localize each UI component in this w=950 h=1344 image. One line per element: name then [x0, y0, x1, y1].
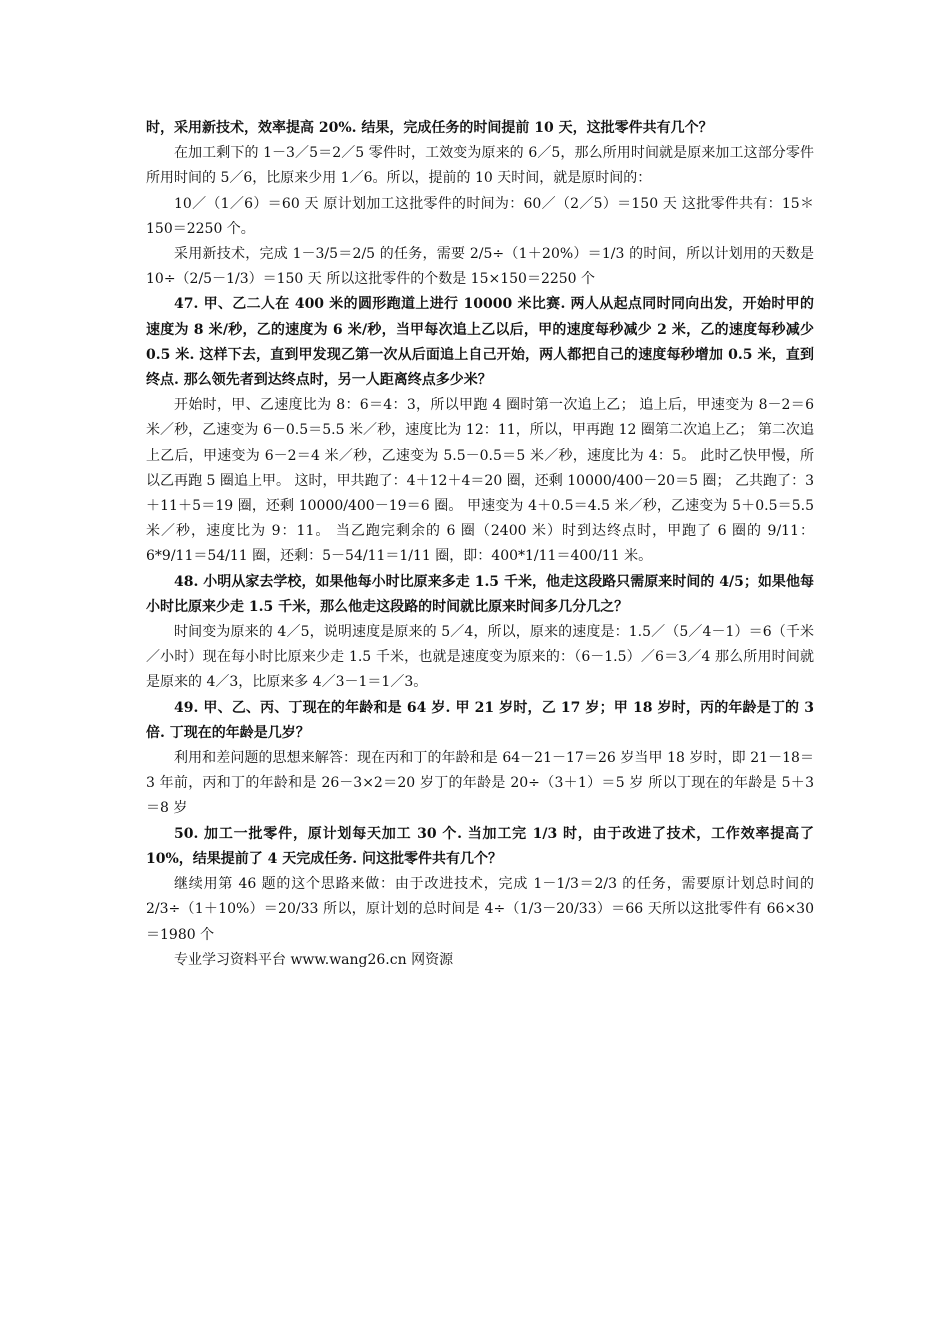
- answer-50: 继续用第 46 题的这个思路来做：由于改进技术，完成 1－1/3＝2/3 的任务，需要原计划总时间的 2/3÷（1＋10%）＝20/33 所以，原计划的总时间是 4÷（1/3－20/33）＝66 天所以这批零件有 66×30＝1980 个: [146, 876, 814, 943]
- question-48: 48. 小明从家去学校，如果他每小时比原来多走 1.5 千米，他走这段路只需原来时间的 4/5；如果他每小时比原来少走 1.5 千米，那么他走这段路的时间就比原来时间多几分几之？: [146, 573, 814, 615]
- question-49: 49. 甲、乙、丙、丁现在的年龄和是 64 岁. 甲 21 岁时，乙 17 岁；甲 18 岁时，丙的年龄是丁的 3 倍. 丁现在的年龄是几岁？: [146, 699, 814, 741]
- question-50: 50. 加工一批零件，原计划每天加工 30 个. 当加工完 1/3 时，由于改进了技术，工作效率提高了 10%，结果提前了 4 天完成任务. 问这批零件共有几个？: [146, 825, 814, 867]
- answer-46-paragraph-2: 10／（1／6）＝60 天 原计划加工这批零件的时间为：60／（2／5）＝150 天 这批零件共有：15＊150＝2250 个。: [146, 195, 814, 237]
- answer-47: 开始时，甲、乙速度比为 8：6＝4：3，所以甲跑 4 圈时第一次追上乙； 追上后，甲速变为 8－2＝6 米／秒，乙速变为 6－0.5＝5.5 米／秒，速度比为 12：11，所以，甲再跑 12 圈第二次追上乙； 第二次追上乙后，甲速变为 6－2＝4 米／秒，乙速变为 5.5－0.5＝5 米／秒，速度比为 4：5。 此时乙快甲慢，所以乙再跑 5 圈追上甲。 这时，甲共跑了：4＋12＋4＝20 圈，还剩 10000/400－20＝5 圈； 乙共跑了：3＋11＋5＝19 圈，还剩 10000/400－19＝6 圈。 甲速变为 4＋0.5＝4.5 米／秒，乙速变为 5＋0.5＝5.5 米／秒，速度比为 9：11。 当乙跑完剩余的 6 圈（2400 米）时到达终点时，甲跑了 6 圈的 9/11： 6*9/11＝54/11 圈，还剩：5－54/11＝1/11 圈，即：400*1/11＝400/11 米。: [146, 397, 814, 565]
- answer-46-paragraph-1: 在加工剩下的 1－3／5＝2／5 零件时，工效变为原来的 6／5，那么所用时间就是原来加工这部分零件所用时间的 5／6，比原来少用 1／6。所以，提前的 10 天时间，就是原时间的：: [146, 145, 814, 187]
- answer-49: 利用和差问题的思想来解答：现在丙和丁的年龄和是 64－21－17＝26 岁当甲 18 岁时，即 21－18＝3 年前，丙和丁的年龄和是 26－3×2＝20 岁丁的年龄是 20÷（3＋1）＝5 岁 所以丁现在的年龄是 5＋3＝8 岁: [146, 750, 814, 817]
- question-47: 47. 甲、乙二人在 400 米的圆形跑道上进行 10000 米比赛. 两人从起点同时同向出发，开始时甲的速度为 8 米/秒，乙的速度为 6 米/秒，当甲每次追上乙以后，甲的速度每秒减少 2 米，乙的速度每秒减少 0.5 米. 这样下去，直到甲发现乙第一次从后面追上自己开始，两人都把自己的速度每秒增加 0.5 米，直到终点. 那么领先者到达终点时，另一人距离终点多少米？: [146, 296, 814, 389]
- footer-source: 专业学习资料平台 www.wang26.cn 网资源: [174, 951, 454, 968]
- answer-48: 时间变为原来的 4／5，说明速度是原来的 5／4，所以，原来的速度是：1.5／（5／4－1）＝6（千米／小时）现在每小时比原来少走 1.5 千米，也就是速度变为原来的：（6－1.5）／6＝3／4 那么所用时间就是原来的 4／3，比原来多 4／3－1＝1／3。: [146, 624, 814, 691]
- document-body: [146, 116, 814, 973]
- answer-46-paragraph-3: 采用新技术，完成 1－3/5＝2/5 的任务，需要 2/5÷（1＋20%）＝1/3 的时间，所以计划用的天数是 10÷（2/5－1/3）＝150 天 所以这批零件的个数是 15×150＝2250 个: [146, 246, 814, 288]
- question-46-continued: 时，采用新技术，效率提高 20%. 结果，完成任务的时间提前 10 天，这批零件共有几个？: [146, 120, 713, 136]
